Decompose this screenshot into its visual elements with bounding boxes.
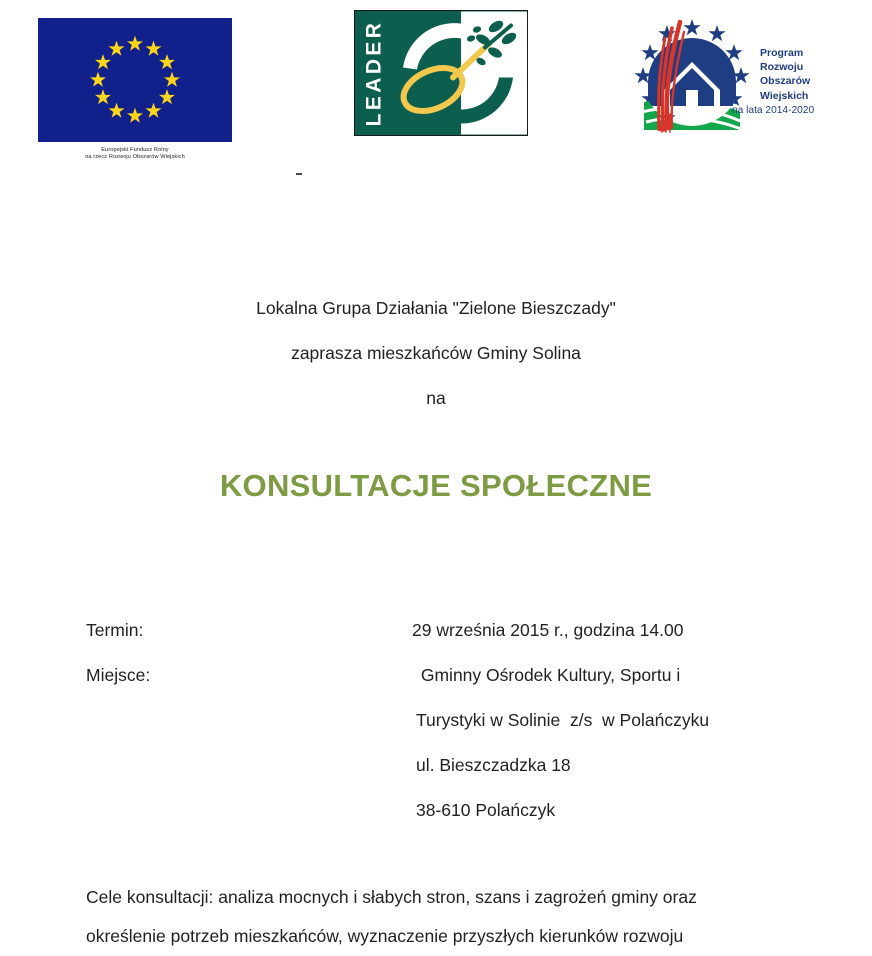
event-details <box>86 620 846 845</box>
eu-flag-icon <box>38 18 232 142</box>
invitation-line-2: zaprasza mieszkańców Gminy Solina <box>291 343 581 363</box>
invitation-line-3: na <box>426 388 446 408</box>
detail-value-venue-line-2: Turystyki w Solinie z/s w Polańczyku <box>416 710 710 730</box>
detail-label-miejsce: Miejsce: <box>86 665 151 685</box>
prow-line-3: Obszarów <box>760 75 811 88</box>
stray-dash-artifact <box>296 173 302 175</box>
detail-row-postcode <box>86 800 846 845</box>
purpose-line-2: określenie potrzeb mieszkańców, wyznaczenie przyszłych kierunków rozwoju <box>86 926 684 946</box>
eu-caption-line-2: na rzecz Rozwoju Obszarów Wiejskich <box>85 154 185 161</box>
detail-value-postcode: 38-610 Polańczyk <box>416 800 556 820</box>
prow-line-1: Program <box>760 47 804 59</box>
prow-line-2: Rozwoju <box>760 61 804 74</box>
eu-caption-line-1: Europejski Fundusz Rolny <box>101 147 169 153</box>
funding-logos-strip <box>0 0 872 200</box>
detail-row-termin <box>86 620 846 665</box>
invitation-line-1: Lokalna Grupa Działania "Zielone Bieszczady" <box>256 298 616 318</box>
detail-row-venue-line-2 <box>86 710 846 755</box>
eu-flag-logo <box>38 18 232 162</box>
eu-logo-caption <box>38 147 232 162</box>
consultation-purpose-paragraph <box>86 878 794 956</box>
prow-line-4: Wiejskich <box>760 89 809 102</box>
invitation-block <box>0 286 872 421</box>
prow-wordmark <box>732 46 840 118</box>
prow-logo <box>624 12 839 140</box>
detail-row-miejsce <box>86 665 846 710</box>
detail-label-termin: Termin: <box>86 620 144 640</box>
prow-years-label: na lata 2014-2020 <box>732 104 815 116</box>
leader-wordmark-text: LEADER <box>362 19 385 127</box>
detail-value-termin: 29 września 2015 r., godzina 14.00 <box>412 620 684 640</box>
prow-emblem-icon <box>624 12 758 140</box>
page-title: KONSULTACJE SPOŁECZNE <box>219 468 653 503</box>
purpose-line-1: Cele konsultacji: analiza mocnych i słabych stron, szans i zagrożeń gminy oraz <box>86 887 697 907</box>
detail-value-street: ul. Bieszczadzka 18 <box>416 755 571 775</box>
leader-emblem-icon <box>389 11 527 135</box>
leader-logo <box>354 10 528 136</box>
detail-row-street <box>86 755 846 800</box>
leader-wordmark <box>357 11 391 135</box>
detail-value-venue-line-1: Gminny Ośrodek Kultury, Sportu i <box>416 665 681 685</box>
